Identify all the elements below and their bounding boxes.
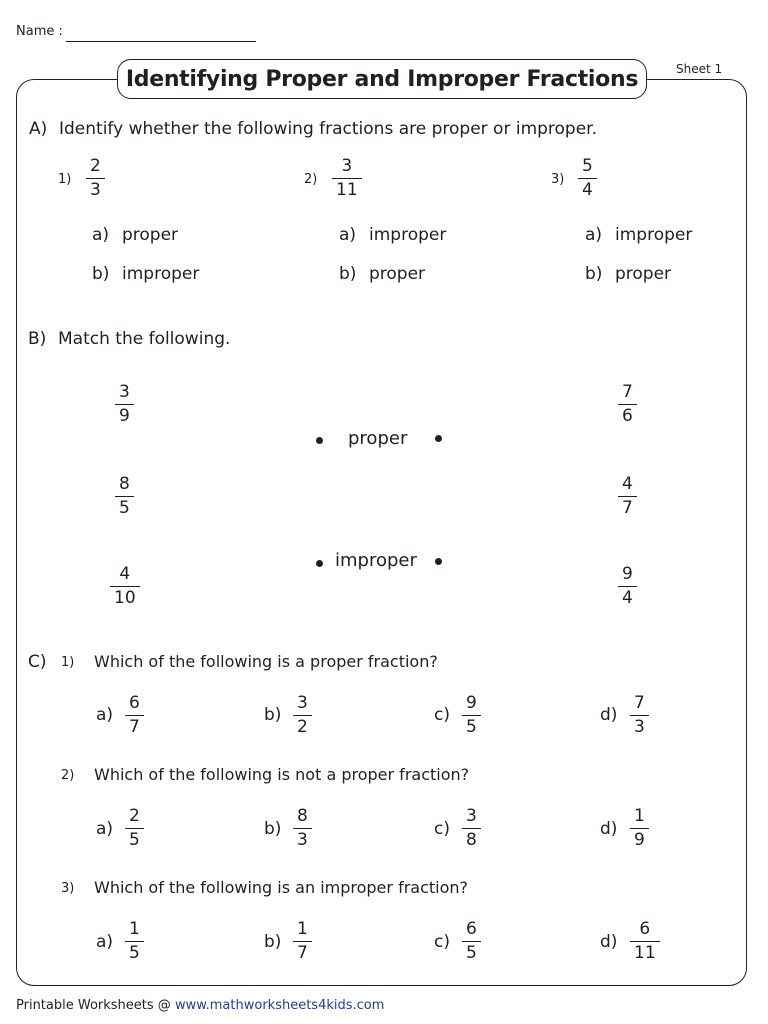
numerator: 1 (634, 806, 645, 826)
match-dot-left[interactable] (316, 437, 323, 444)
section-a-letter: A) (29, 119, 48, 139)
match-right-fraction[interactable] (618, 476, 637, 517)
name-line (66, 41, 256, 42)
c-option-fraction[interactable] (462, 695, 481, 736)
denominator: 9 (115, 404, 134, 425)
numerator: 8 (119, 474, 130, 494)
a-option-text[interactable]: improper (122, 264, 200, 284)
a-problem-number: 3) (551, 172, 565, 187)
a-problem-number: 2) (304, 172, 318, 187)
a-option-text[interactable]: proper (122, 225, 179, 245)
a-problem-fraction (578, 158, 597, 199)
numerator: 7 (634, 693, 645, 713)
c-option-label: a) (96, 932, 114, 952)
denominator: 4 (578, 178, 597, 199)
numerator: 3 (297, 693, 308, 713)
c-option-label: b) (264, 705, 282, 725)
numerator: 7 (622, 382, 633, 402)
c-option-label: d) (600, 705, 618, 725)
c-option-fraction[interactable] (630, 921, 660, 962)
c-option-fraction[interactable] (630, 808, 649, 849)
a-problem-fraction (86, 158, 105, 199)
denominator: 11 (332, 178, 362, 199)
c-option-fraction[interactable] (293, 808, 312, 849)
numerator: 6 (129, 693, 140, 713)
c-option-fraction[interactable] (125, 921, 144, 962)
c-question-number: 3) (61, 881, 75, 896)
denominator: 4 (618, 586, 637, 607)
a-option-text[interactable]: proper (369, 264, 426, 284)
a-option-text[interactable]: proper (615, 264, 672, 284)
c-option-label: c) (434, 705, 450, 725)
a-problem-fraction (332, 158, 362, 199)
section-a-instruction: Identify whether the following fractions are proper or improper. (59, 119, 598, 139)
match-right-fraction[interactable] (618, 384, 637, 425)
c-option-fraction[interactable] (125, 695, 144, 736)
c-option-fraction[interactable] (293, 695, 312, 736)
c-option-fraction[interactable] (293, 921, 312, 962)
section-c-letter: C) (28, 652, 47, 672)
footer-url-link[interactable]: www.mathworksheets4kids.com (174, 998, 385, 1013)
denominator: 5 (115, 496, 134, 517)
numerator: 6 (639, 919, 651, 939)
c-option-fraction[interactable] (125, 808, 144, 849)
a-option-label: a) (92, 225, 110, 245)
numerator: 2 (90, 156, 101, 176)
worksheet-title: Identifying Proper and Improper Fractions (117, 59, 647, 99)
c-question-number: 2) (61, 768, 75, 783)
numerator: 8 (297, 806, 308, 826)
numerator: 3 (466, 806, 477, 826)
a-option-text[interactable]: improper (615, 225, 693, 245)
match-left-fraction[interactable] (110, 566, 140, 607)
c-option-label: c) (434, 932, 450, 952)
sheet-label: Sheet 1 (676, 62, 723, 76)
section-b-letter: B) (28, 329, 47, 349)
denominator: 3 (86, 178, 105, 199)
denominator: 6 (618, 404, 637, 425)
denominator: 5 (125, 941, 144, 962)
a-option-label: a) (339, 225, 357, 245)
denominator: 7 (125, 715, 144, 736)
name-label: Name : (16, 24, 63, 39)
denominator: 3 (293, 828, 312, 849)
numerator: 5 (582, 156, 593, 176)
numerator: 6 (466, 919, 477, 939)
denominator: 5 (125, 828, 144, 849)
match-left-fraction[interactable] (115, 476, 134, 517)
a-option-label: b) (92, 264, 110, 284)
c-option-fraction[interactable] (462, 808, 481, 849)
match-improper-word: improper (335, 550, 417, 571)
numerator: 1 (297, 919, 308, 939)
numerator: 1 (129, 919, 140, 939)
denominator: 7 (293, 941, 312, 962)
numerator: 4 (119, 564, 131, 584)
c-option-label: d) (600, 932, 618, 952)
c-option-label: a) (96, 819, 114, 839)
denominator: 5 (462, 941, 481, 962)
denominator: 5 (462, 715, 481, 736)
a-problem-number: 1) (58, 172, 72, 187)
numerator: 9 (466, 693, 477, 713)
c-option-label: a) (96, 705, 114, 725)
denominator: 9 (630, 828, 649, 849)
denominator: 3 (630, 715, 649, 736)
match-proper-word: proper (348, 428, 408, 449)
a-option-label: b) (339, 264, 357, 284)
denominator: 10 (110, 586, 140, 607)
c-question-text: Which of the following is an improper fraction? (94, 878, 469, 897)
numerator: 3 (119, 382, 130, 402)
match-dot-left[interactable] (316, 560, 323, 567)
section-b-instruction: Match the following. (58, 329, 231, 349)
c-option-label: d) (600, 819, 618, 839)
denominator: 11 (630, 941, 660, 962)
numerator: 9 (622, 564, 633, 584)
c-option-label: b) (264, 932, 282, 952)
a-option-label: b) (585, 264, 603, 284)
match-right-fraction[interactable] (618, 566, 637, 607)
numerator: 4 (622, 474, 633, 494)
denominator: 8 (462, 828, 481, 849)
c-option-fraction[interactable] (630, 695, 649, 736)
c-question-text: Which of the following is not a proper fraction? (94, 765, 470, 784)
match-dot-right[interactable] (435, 435, 442, 442)
a-option-label: a) (585, 225, 603, 245)
footer (16, 998, 384, 1013)
denominator: 2 (293, 715, 312, 736)
c-option-fraction[interactable] (462, 921, 481, 962)
denominator: 7 (618, 496, 637, 517)
numerator: 2 (129, 806, 140, 826)
numerator: 3 (341, 156, 353, 176)
c-question-text: Which of the following is a proper fraction? (94, 652, 438, 671)
c-option-label: b) (264, 819, 282, 839)
match-left-fraction[interactable] (115, 384, 134, 425)
a-option-text[interactable]: improper (369, 225, 447, 245)
footer-prefix: Printable Worksheets @ (16, 998, 175, 1013)
c-option-label: c) (434, 819, 450, 839)
c-question-number: 1) (61, 655, 75, 670)
match-dot-right[interactable] (435, 558, 442, 565)
